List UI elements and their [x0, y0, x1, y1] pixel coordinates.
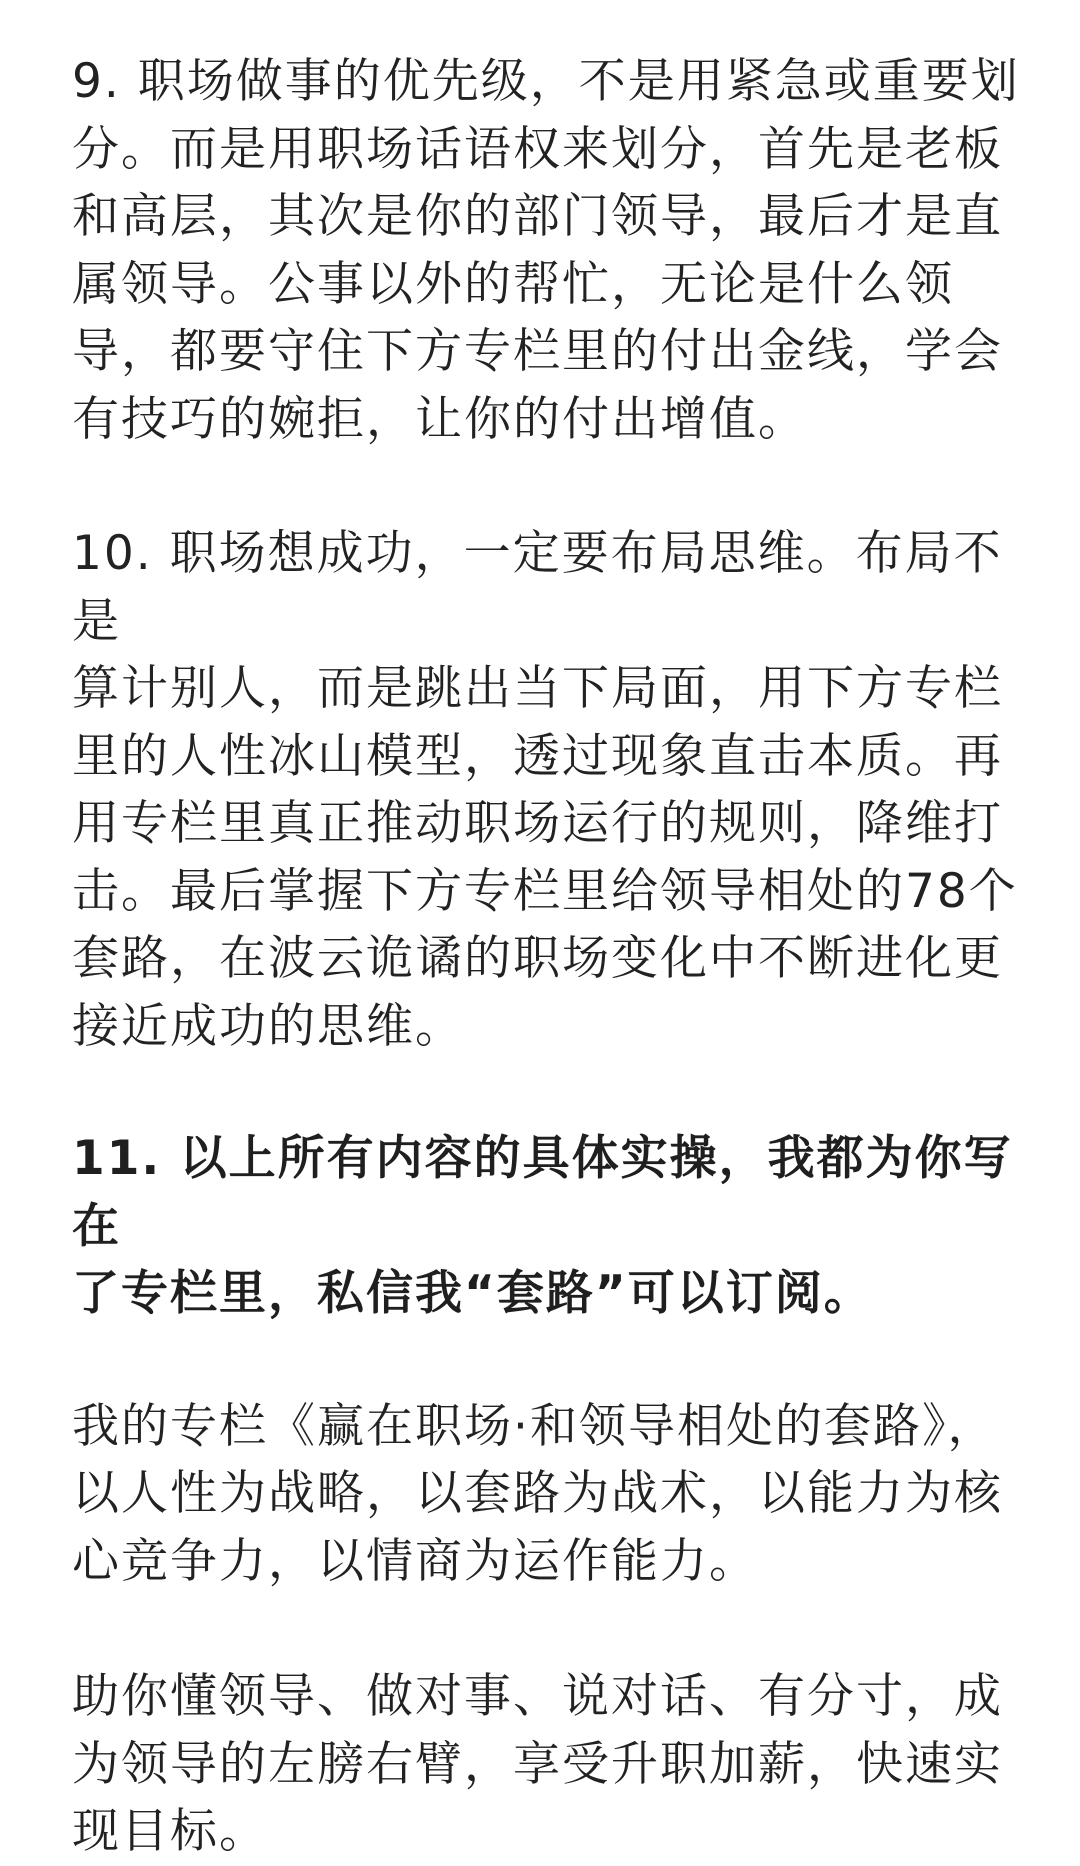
article-body	[72, 48, 1022, 1866]
paragraph-point-11-bold: 11. 以上所有内容的具体实操，我都为你写在 了专栏里，私信我“套路”可以订阅。	[72, 1131, 1013, 1321]
paragraph-point-10: 10. 职场想成功，一定要布局思维。布局不是 算计别人，而是跳出当下局面，用下方专栏 里的人性冰山模型，透过现象直击本质。再 用专栏里真正推动职场运行的规则，降维打 击。最后掌握下方专栏里给领导相处的78个 套路，在波云诡谲的职场变化中不断进化更 接近成功的思维。	[72, 526, 1018, 1054]
paragraph-column-intro: 我的专栏《赢在职场·和领导相处的套路》， 以人性为战略，以套路为战术，以能力为核 心竞争力，以情商为运作能力。	[72, 1398, 1003, 1589]
paragraph-column-benefit: 助你懂领导、做对事、说对话、有分寸，成 为领导的左膀右臂，享受升职加薪，快速实 现目标。	[72, 1669, 1003, 1859]
paragraph-point-9: 9. 职场做事的优先级，不是用紧急或重要划 分。而是用职场话语权来划分，首先是老板 和高层，其次是你的部门领导，最后才是直 属领导。公事以外的帮忙，无论是什么领 导，都要守住下方专栏里的付出金线，学会 有技巧的婉拒，让你的付出增值。	[72, 54, 1020, 447]
